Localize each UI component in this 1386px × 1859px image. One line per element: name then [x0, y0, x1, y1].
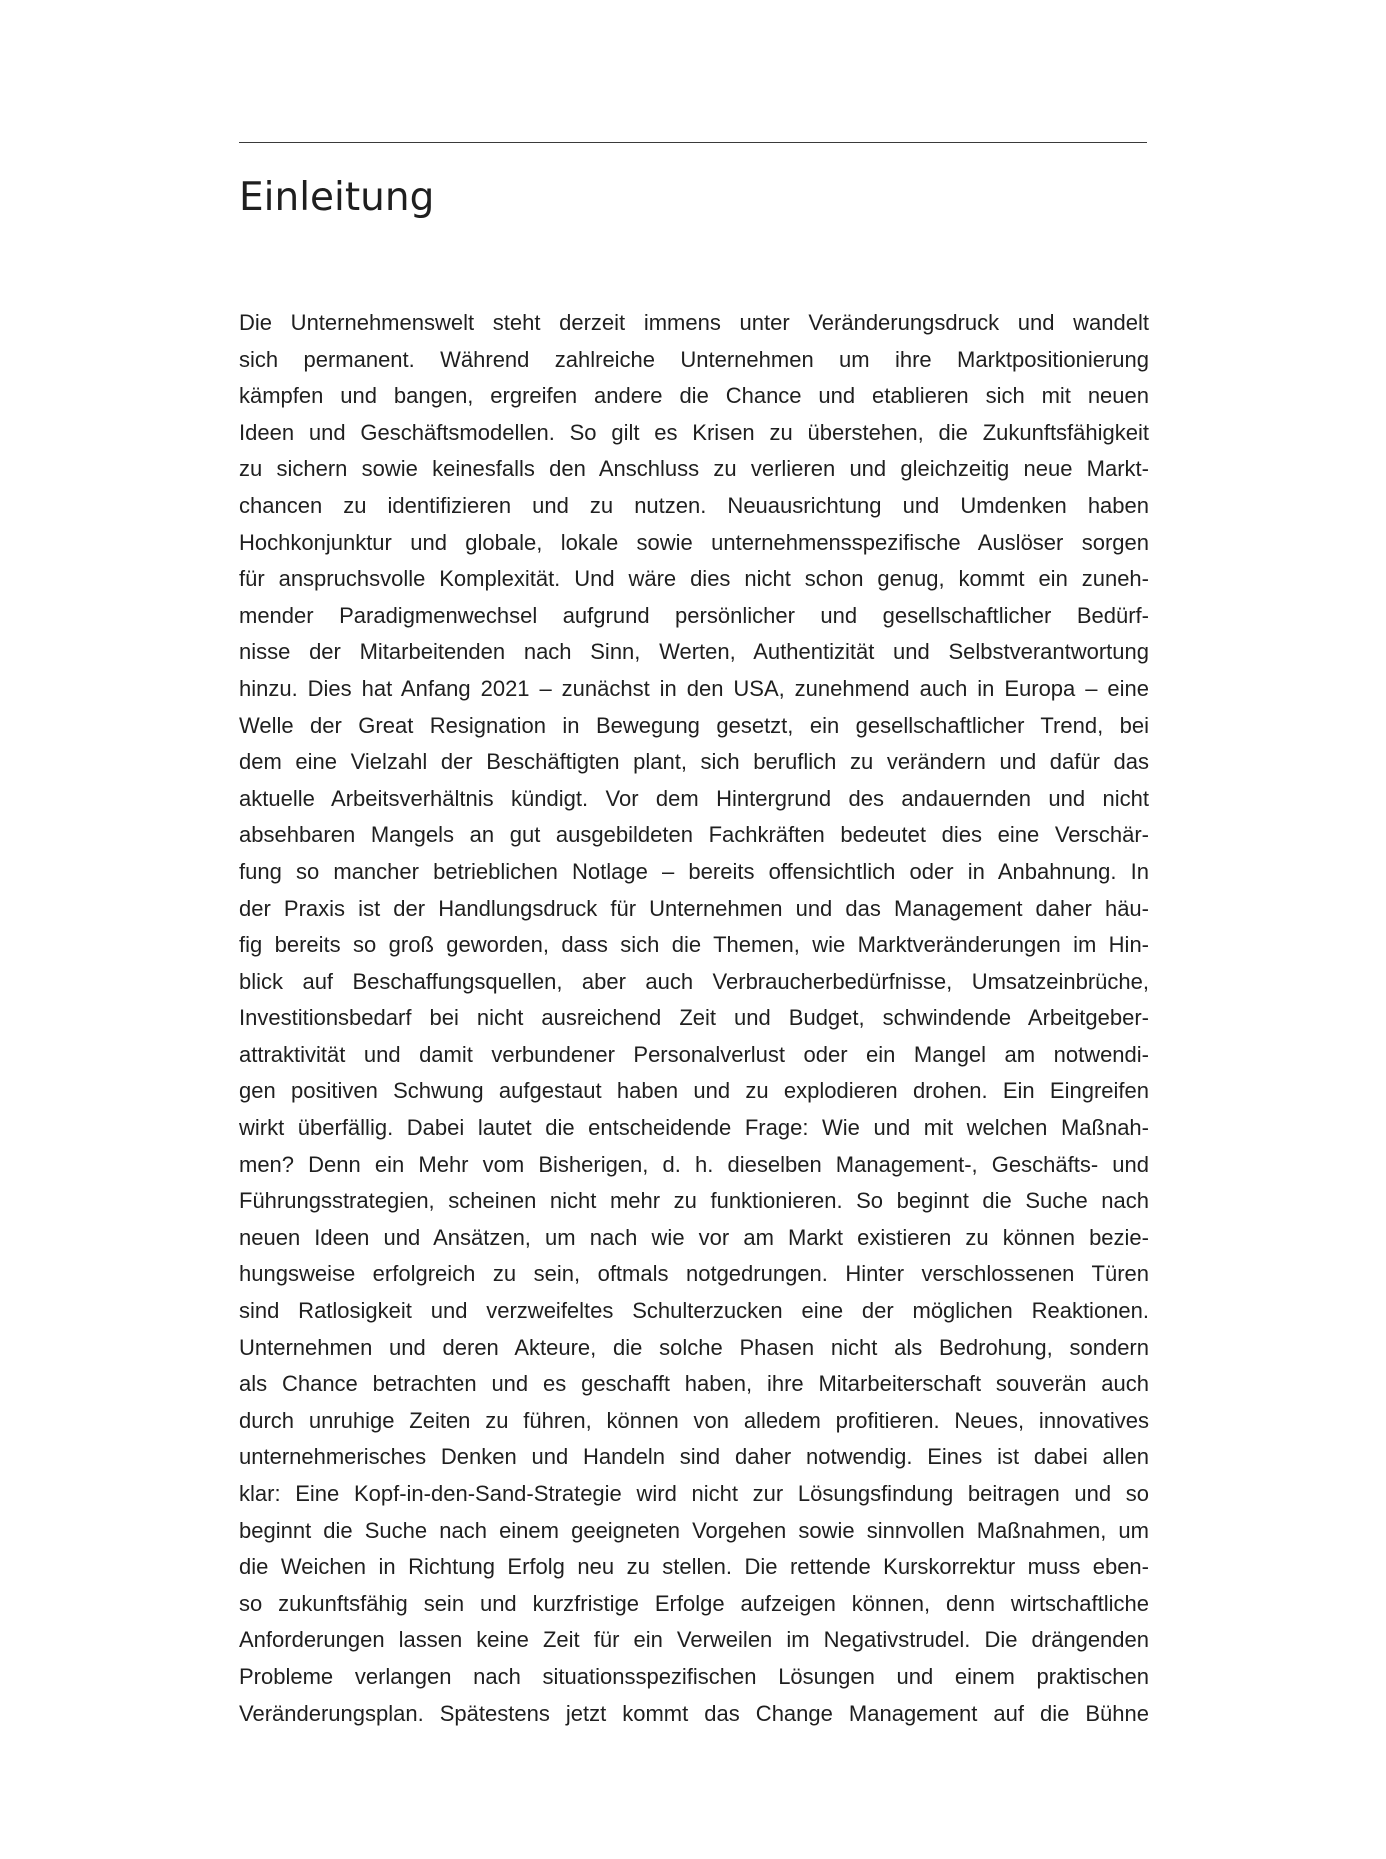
- text-line: Probleme verlangen nach situationsspezifischen Lösungen und einem praktischen: [239, 1663, 1149, 1689]
- text-line: hungsweise erfolgreich zu sein, oftmals notgedrungen. Hinter verschlossenen Türen: [239, 1261, 1149, 1287]
- text-line: gen positiven Schwung aufgestaut haben und zu explodieren drohen. Ein Eingreifen: [239, 1078, 1149, 1104]
- text-line: Investitionsbedarf bei nicht ausreichend Zeit und Budget, schwindende Arbeitgeber-: [239, 1005, 1149, 1031]
- text-line: chancen zu identifizieren und zu nutzen. Neuausrichtung und Umdenken haben: [239, 492, 1149, 518]
- text-line: klar: Eine Kopf-in-den-Sand-Strategie wird nicht zur Lösungsfindung beitragen und so: [239, 1481, 1149, 1506]
- text-line: Veränderungsplan. Spätestens jetzt kommt das Change Management auf die Bühne: [239, 1700, 1149, 1726]
- text-line: der Praxis ist der Handlungsdruck für Unternehmen und das Management daher häu-: [239, 895, 1149, 921]
- text-line: dem eine Vielzahl der Beschäftigten plant, sich beruflich zu verändern und dafür das: [239, 749, 1149, 775]
- text-line: hinzu. Dies hat Anfang 2021 – zunächst in den USA, zunehmend auch in Europa – eine: [239, 675, 1149, 701]
- text-line: für anspruchsvolle Komplexität. Und wäre dies nicht schon genug, kommt ein zuneh-: [239, 566, 1149, 592]
- text-line: Ideen und Geschäftsmodellen. So gilt es Krisen zu überstehen, die Zukunftsfähigkeit: [239, 419, 1149, 445]
- text-line: men? Denn ein Mehr vom Bisherigen, d. h. dieselben Management-, Geschäfts- und: [239, 1151, 1149, 1177]
- text-line: blick auf Beschaffungsquellen, aber auch Verbraucherbedürfnisse, Umsatzeinbrüche,: [239, 968, 1149, 994]
- text-line: so zukunftsfähig sein und kurzfristige Erfolge aufzeigen können, denn wirtschaftliche: [239, 1590, 1149, 1616]
- top-divider: [239, 142, 1147, 143]
- text-line: wirkt überfällig. Dabei lautet die entscheidende Frage: Wie und mit welchen Maßnah-: [239, 1115, 1149, 1141]
- text-line: attraktivität und damit verbundener Personalverlust oder ein Mangel am notwendi-: [239, 1041, 1149, 1067]
- text-line: absehbaren Mangels an gut ausgebildeten Fachkräften bedeutet dies eine Verschär-: [239, 822, 1149, 848]
- text-line: als Chance betrachten und es geschafft haben, ihre Mitarbeiterschaft souverän auch: [239, 1371, 1149, 1397]
- text-line: neuen Ideen und Ansätzen, um nach wie vor am Markt existieren zu können bezie-: [239, 1224, 1149, 1250]
- chapter-heading: Einleitung: [239, 175, 435, 220]
- text-line: Führungsstrategien, scheinen nicht mehr zu funktionieren. So beginnt die Suche nach: [239, 1188, 1149, 1214]
- text-line: Die Unternehmenswelt steht derzeit immens unter Veränderungsdruck und wandelt: [239, 310, 1149, 335]
- text-line: die Weichen in Richtung Erfolg neu zu stellen. Die rettende Kurskorrektur muss eben-: [239, 1554, 1149, 1580]
- text-line: zu sichern sowie keinesfalls den Anschluss zu verlieren und gleichzeitig neue Markt-: [239, 456, 1149, 482]
- text-line: Welle der Great Resignation in Bewegung gesetzt, ein gesellschaftlicher Trend, bei: [239, 712, 1149, 738]
- body-paragraph: [239, 305, 1149, 1732]
- text-line: fig bereits so groß geworden, dass sich die Themen, wie Marktveränderungen im Hin-: [239, 932, 1149, 958]
- text-line: aktuelle Arbeitsverhältnis kündigt. Vor dem Hintergrund des andauernden und nicht: [239, 785, 1149, 811]
- text-line: durch unruhige Zeiten zu führen, können von alledem profitieren. Neues, innovatives: [239, 1407, 1149, 1433]
- text-line: Hochkonjunktur und globale, lokale sowie unternehmensspezifische Auslöser sorgen: [239, 529, 1149, 555]
- text-line: Anforderungen lassen keine Zeit für ein Verweilen im Negativstrudel. Die drängenden: [239, 1627, 1149, 1653]
- text-line: sich permanent. Während zahlreiche Unternehmen um ihre Marktpositionierung: [239, 346, 1149, 372]
- text-line: Unternehmen und deren Akteure, die solche Phasen nicht als Bedrohung, sondern: [239, 1334, 1149, 1360]
- text-line: fung so mancher betrieblichen Notlage – bereits offensichtlich oder in Anbahnung. In: [239, 858, 1149, 884]
- text-line: mender Paradigmenwechsel aufgrund persönlicher und gesellschaftlicher Bedürf-: [239, 602, 1149, 628]
- text-line: nisse der Mitarbeitenden nach Sinn, Werten, Authentizität und Selbstverantwortung: [239, 639, 1149, 665]
- text-line: sind Ratlosigkeit und verzweifeltes Schulterzucken eine der möglichen Reaktionen.: [239, 1298, 1149, 1324]
- text-line: unternehmerisches Denken und Handeln sind daher notwendig. Eines ist dabei allen: [239, 1444, 1149, 1470]
- text-line: beginnt die Suche nach einem geeigneten Vorgehen sowie sinnvollen Maßnahmen, um: [239, 1517, 1149, 1543]
- text-line: kämpfen und bangen, ergreifen andere die Chance und etablieren sich mit neuen: [239, 383, 1149, 409]
